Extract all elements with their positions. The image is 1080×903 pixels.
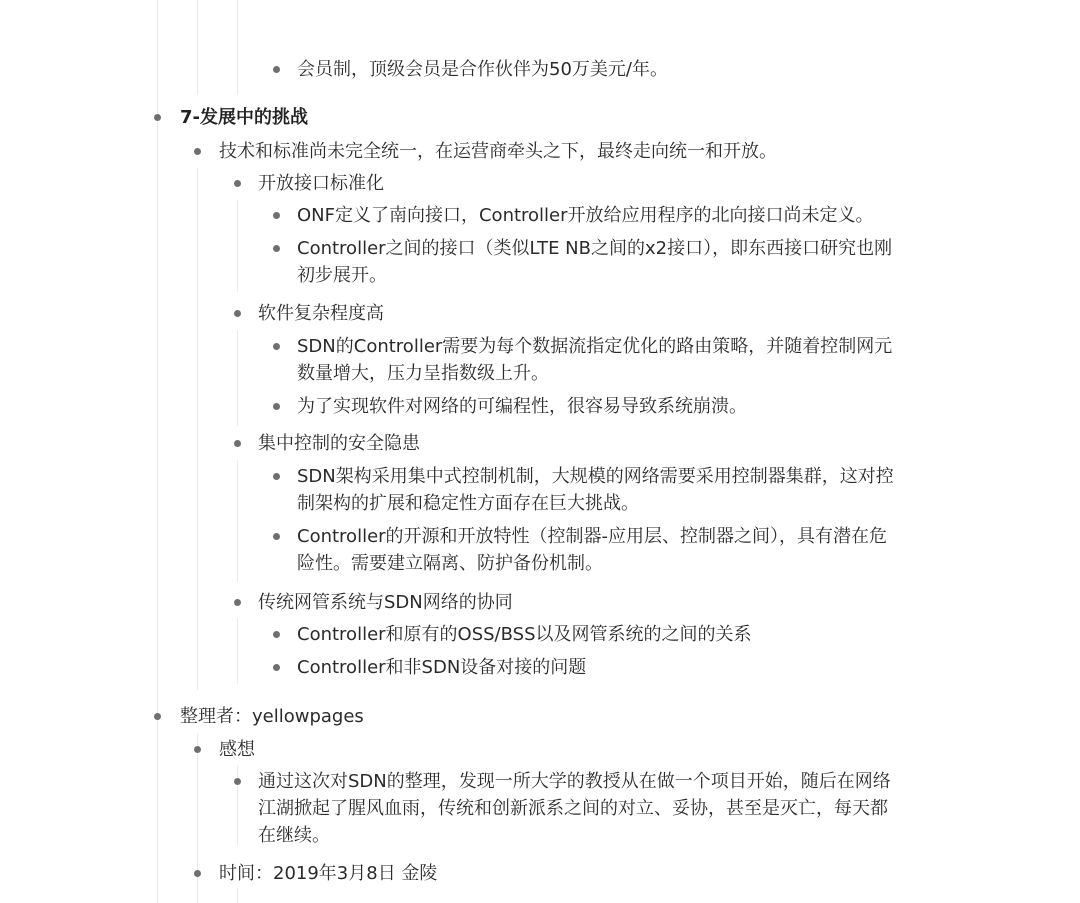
indent-guide-level-0 — [157, 0, 158, 903]
item-text: SDN架构采用集中式控制机制，大规模的网络需要采用控制器集群，这对控 — [297, 466, 894, 487]
item-text: 感想 — [219, 739, 255, 760]
item-text: 软件复杂程度高 — [258, 303, 384, 324]
indent-guide-level-2 — [237, 888, 238, 903]
bullet-icon[interactable] — [273, 664, 280, 671]
indent-guide-level-2 — [237, 330, 238, 426]
section-heading: 7-发展中的挑战 — [180, 107, 308, 128]
indent-guide-level-2 — [237, 200, 238, 292]
item-text: 通过这次对SDN的整理，发现一所大学的教授从在做一个项目开始，随后在网络 — [258, 771, 891, 792]
bullet-icon[interactable] — [273, 473, 280, 480]
item-text: Controller和原有的OSS/BSS以及网管系统的之间的关系 — [297, 624, 752, 645]
item-text: 会员制，顶级会员是合作伙伴为50万美元/年。 — [297, 59, 668, 80]
item-text: 传统网管系统与SDN网络的协同 — [258, 592, 513, 613]
item-text-continuation: 制架构的扩展和稳定性方面存在巨大挑战。 — [297, 493, 639, 514]
item-text-continuation: 险性。需要建立隔离、防护备份机制。 — [297, 553, 603, 574]
indent-guide-level-2 — [237, 460, 238, 582]
item-text: Controller之间的接口（类似LTE NB之间的x2接口），即东西接口研究也刚 — [297, 238, 893, 259]
item-text: Controller的开源和开放特性（控制器-应用层、控制器之间），具有潜在危 — [297, 526, 888, 547]
bullet-icon[interactable] — [154, 713, 161, 720]
indent-guide-level-1 — [197, 0, 198, 95]
bullet-icon[interactable] — [194, 746, 201, 753]
bullet-icon[interactable] — [194, 148, 201, 155]
item-text: 开放接口标准化 — [258, 173, 384, 194]
indent-guide-level-2 — [237, 618, 238, 684]
item-text: ONF定义了南向接口，Controller开放给应用程序的北向接口尚未定义。 — [297, 205, 874, 226]
bullet-icon[interactable] — [273, 245, 280, 252]
item-text: 技术和标准尚未完全统一，在运营商牵头之下，最终走向统一和开放。 — [219, 141, 777, 162]
item-text-continuation: 在继续。 — [258, 825, 330, 846]
bullet-icon[interactable] — [234, 310, 241, 317]
bullet-icon[interactable] — [273, 343, 280, 350]
bullet-icon[interactable] — [154, 114, 161, 121]
item-text: 时间：2019年3月8日 金陵 — [219, 863, 438, 884]
bullet-icon[interactable] — [234, 778, 241, 785]
bullet-icon[interactable] — [273, 631, 280, 638]
bullet-icon[interactable] — [234, 440, 241, 447]
bullet-icon[interactable] — [234, 599, 241, 606]
item-text-continuation: 数量增大，压力呈指数级上升。 — [297, 363, 549, 384]
bullet-icon[interactable] — [273, 66, 280, 73]
item-text: 整理者：yellowpages — [180, 706, 364, 727]
indent-guide-level-2 — [237, 765, 238, 845]
bullet-icon[interactable] — [234, 180, 241, 187]
bullet-icon[interactable] — [273, 403, 280, 410]
indent-guide-level-2 — [237, 0, 238, 95]
item-text: 集中控制的安全隐患 — [258, 433, 420, 454]
item-text: 为了实现软件对网络的可编程性，很容易导致系统崩溃。 — [297, 396, 747, 417]
item-text-continuation: 江湖掀起了腥风血雨，传统和创新派系之间的对立、妥协，甚至是灭亡，每天都 — [258, 798, 888, 819]
indent-guide-level-1 — [197, 733, 198, 903]
indent-guide-level-1 — [197, 168, 198, 690]
item-text: SDN的Controller需要为每个数据流指定优化的路由策略，并随着控制网元 — [297, 336, 893, 357]
item-text: Controller和非SDN设备对接的问题 — [297, 657, 587, 678]
bullet-icon[interactable] — [273, 212, 280, 219]
item-text-continuation: 初步展开。 — [297, 265, 387, 286]
bullet-icon[interactable] — [194, 870, 201, 877]
bullet-icon[interactable] — [273, 533, 280, 540]
